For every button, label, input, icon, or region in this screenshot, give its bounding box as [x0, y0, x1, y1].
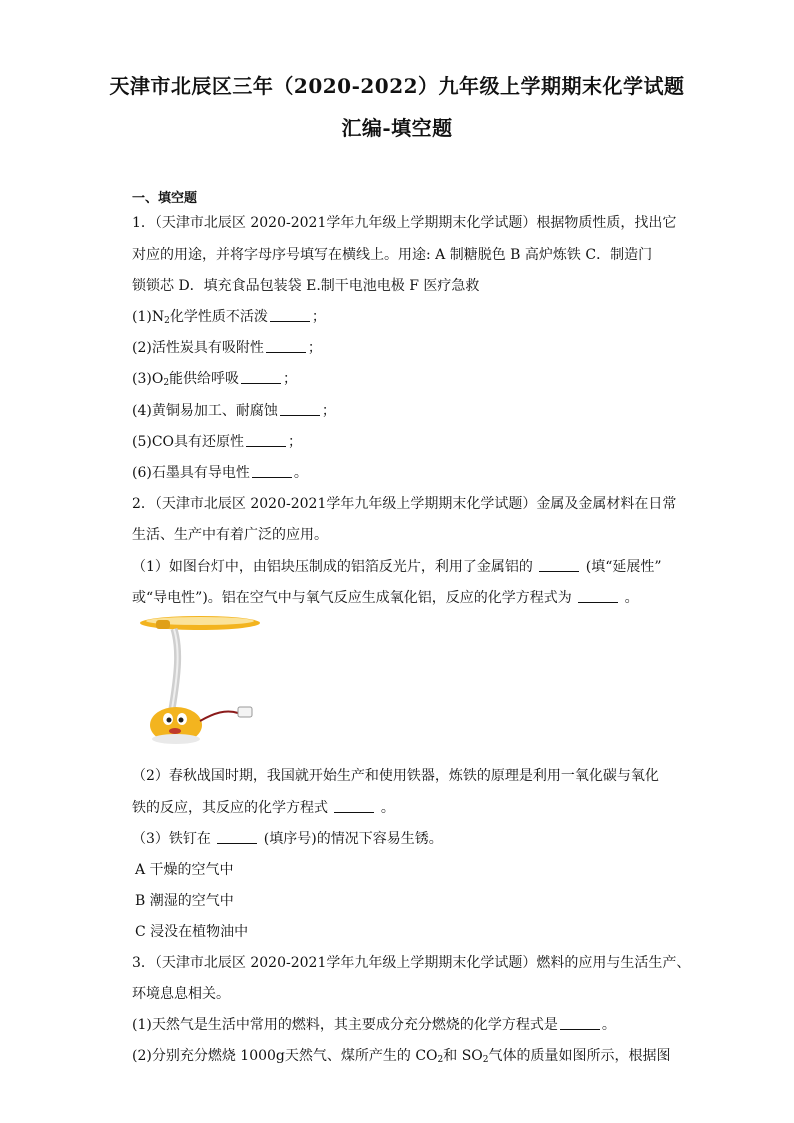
q1-sub4-text: (4)黄铜易加工、耐腐蚀 [132, 403, 278, 419]
q1-sub3-subscript: 2 [163, 378, 170, 388]
q1-sub1 [132, 306, 326, 326]
q3-line1: 3．（天津市北辰区 2020-2021学年九年级上学期期末化学试题）燃料的应用与生活生产、 [132, 955, 691, 971]
q3-sub2-subscript-1: 2 [437, 1055, 444, 1065]
q3-sub2-subscript-2: 2 [482, 1055, 489, 1065]
q1-sub5-end: ； [288, 434, 303, 450]
answer-blank[interactable] [266, 340, 306, 353]
q1-sub1-text-b: 化学性质不活泼 [169, 309, 268, 325]
answer-blank[interactable] [560, 1017, 600, 1030]
q1-sub6 [132, 462, 308, 482]
answer-blank[interactable] [252, 465, 292, 478]
q1-sub3-text-a: (3)O [132, 371, 164, 387]
q3-sub1-text: (1)天然气是生活中常用的燃料，其主要成分充分燃烧的化学方程式是 [132, 1017, 558, 1033]
q3-sub1 [132, 1014, 616, 1034]
q2-part1-text-a: （1）如图台灯中，由铝块压制成的铝箔反光片，利用了金属铝的 [132, 559, 538, 575]
q2-part2-line2 [132, 797, 395, 817]
q2-line1: 2．（天津市北辰区 2020-2021学年九年级上学期期末化学试题）金属及金属材料在日常 [132, 496, 677, 512]
q1-sub2 [132, 337, 322, 357]
answer-blank[interactable] [539, 559, 579, 572]
q1-sub3-end: ； [283, 371, 298, 387]
lamp-base-plate [152, 734, 200, 744]
q1-sub5-text: (5)CO具有还原性 [132, 434, 245, 450]
q1-line3: 锁锁芯 D．填充食品包装袋 E.制干电池电极 F 医疗急救 [132, 278, 480, 294]
answer-blank[interactable] [217, 831, 257, 844]
lamp-mouth [169, 728, 181, 734]
lamp-pupil-left [167, 718, 172, 723]
q1-sub1-end: ； [311, 309, 326, 325]
q2-part3-text-b: (填序号)的情况下容易生锈。 [259, 831, 443, 847]
q2-part3-line [132, 828, 443, 848]
q3-sub2-text-c: 气体的质量如图所示，根据图 [488, 1048, 671, 1064]
q2-part1-text-b: (填“延展性” [581, 559, 662, 575]
q1-sub4 [132, 400, 336, 420]
q1-line1: 1．（天津市北辰区 2020-2021学年九年级上学期期末化学试题）根据物质性质，找出它 [132, 215, 677, 231]
document-title-line2: 汇编-填空题 [341, 116, 453, 140]
q3-sub1-end: 。 [601, 1017, 616, 1033]
answer-blank[interactable] [578, 590, 618, 603]
lamp-cord [200, 711, 238, 721]
q2-part3-text-a: （3）铁钉在 [132, 831, 216, 847]
q2-part1-text-d: 。 [620, 590, 639, 606]
document-title-line1: 天津市北辰区三年（2020-2022）九年级上学期期末化学试题 [109, 74, 685, 98]
q3-line2: 环境息息相关。 [132, 986, 230, 1002]
q1-sub2-end: ； [307, 340, 322, 356]
q3-sub2-text-a: (2)分别充分燃烧 1000g天然气、煤所产生的 CO [132, 1048, 438, 1064]
q2-part1-line2 [132, 587, 639, 607]
desk-lamp-image [134, 613, 266, 747]
q1-line2: 对应的用途，并将字母序号填写在横线上。用途: A 制糖脱色 B 高炉炼铁 C．制造门 [132, 247, 653, 263]
answer-blank[interactable] [270, 309, 310, 322]
q2-option-a: A 干燥的空气中 [135, 862, 234, 878]
q2-part1-line1 [132, 556, 662, 576]
q2-part2-text-b: 铁的反应，其反应的化学方程式 [132, 800, 333, 816]
q1-sub1-text-a: (1)N [132, 309, 165, 325]
q3-sub2-text-b: 和 SO [443, 1048, 483, 1064]
answer-blank[interactable] [246, 434, 286, 447]
answer-blank[interactable] [334, 800, 374, 813]
q3-sub2 [132, 1045, 671, 1065]
answer-blank[interactable] [280, 403, 320, 416]
lamp-plug [238, 707, 252, 717]
q2-option-b: B 潮湿的空气中 [135, 893, 234, 909]
q1-sub1-subscript: 2 [164, 316, 170, 326]
q1-sub3 [132, 368, 297, 388]
q2-part2-text-c: 。 [376, 800, 395, 816]
q1-sub4-end: ； [321, 403, 336, 419]
q2-line2: 生活、生产中有着广泛的应用。 [132, 527, 328, 543]
answer-blank[interactable] [241, 371, 281, 384]
q1-sub2-text: (2)活性炭具有吸附性 [132, 340, 264, 356]
q2-part2-line1: （2）春秋战国时期，我国就开始生产和使用铁器，炼铁的原理是利用一氧化碳与氧化 [132, 768, 659, 784]
lamp-pupil-right [179, 718, 184, 723]
q1-sub6-end: 。 [293, 465, 308, 481]
q1-sub3-text-b: 能供给呼吸 [169, 371, 240, 387]
section-heading: 一、填空题 [132, 191, 198, 206]
q1-sub5 [132, 431, 302, 451]
q2-part1-text-c: 或“导电性”)。铝在空气中与氧气反应生成氧化铝，反应的化学方程式为 [132, 590, 577, 606]
q2-option-c: C 浸没在植物油中 [135, 924, 249, 940]
lamp-hinge [156, 620, 170, 629]
q1-sub6-text: (6)石墨具有导电性 [132, 465, 250, 481]
